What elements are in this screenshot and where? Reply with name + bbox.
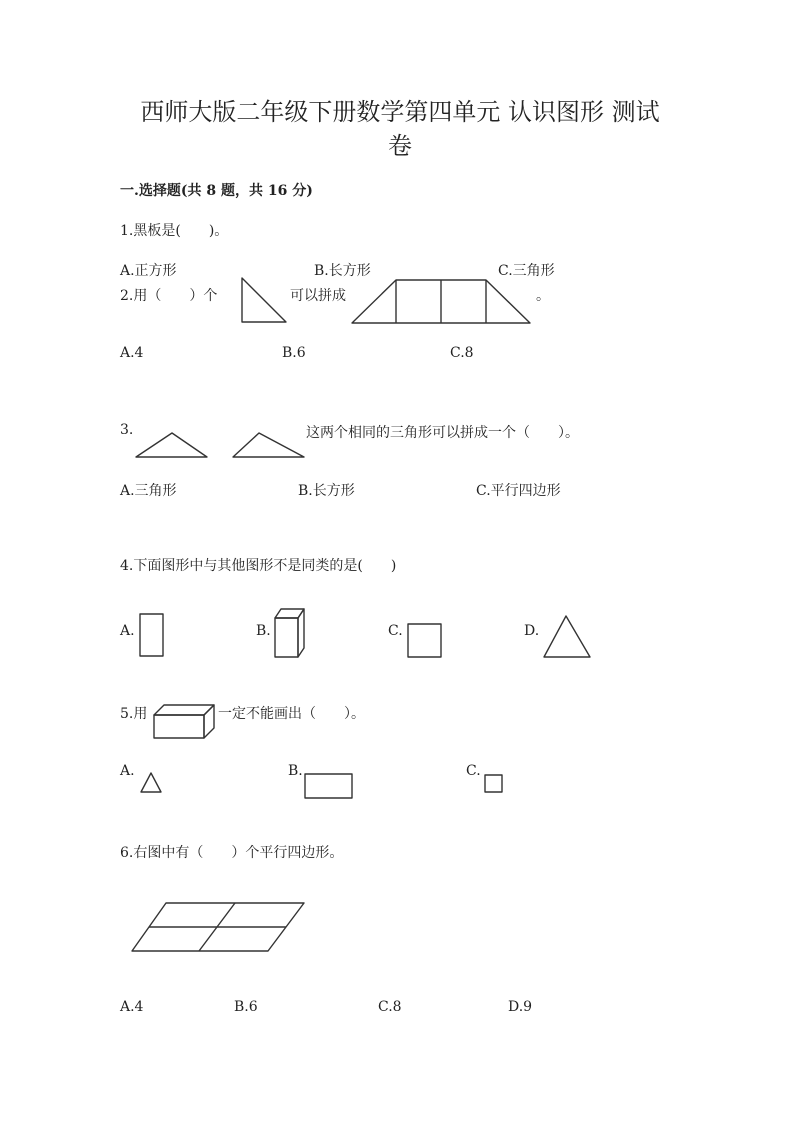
q3-option-a[interactable]: A.三角形 [120, 483, 177, 499]
q3-option-b[interactable]: B.长方形 [298, 483, 355, 499]
page-title-continued: 卷 [388, 132, 412, 160]
q5-option-b[interactable]: B. [288, 763, 303, 779]
question-4-text: 4.下面图形中与其他图形不是同类的是( ) [120, 558, 397, 574]
triangle-figure [542, 614, 594, 660]
q5-option-c[interactable]: C. [466, 763, 481, 779]
cuboid-box-figure [152, 702, 218, 740]
q2-option-a[interactable]: A.4 [120, 345, 144, 361]
small-rectangle-figure [303, 772, 355, 800]
question-5-text-end: 一定不能画出（ ）。 [218, 706, 365, 722]
rectangle-figure [138, 612, 166, 658]
small-square-figure [483, 773, 505, 795]
q5-option-a[interactable]: A. [120, 763, 135, 779]
obtuse-triangle-shape-2 [233, 433, 304, 457]
cuboid-side-face [298, 609, 304, 657]
question-2-text-start: 2.用（ ）个 [120, 288, 218, 304]
question-3-text: 这两个相同的三角形可以拼成一个（ ）。 [306, 425, 579, 441]
obtuse-triangle-figure-1 [134, 430, 210, 460]
q1-option-b[interactable]: B.长方形 [314, 263, 371, 279]
small-square-shape [485, 775, 502, 792]
small-triangle-shape [141, 773, 161, 792]
question-5-text-start: 5.用 [120, 706, 148, 722]
q2-option-c[interactable]: C.8 [450, 345, 474, 361]
triangle-shape [544, 616, 590, 657]
page-title: 西师大版二年级下册数学第四单元 认识图形 测试 [140, 98, 660, 126]
box-front-face [154, 715, 204, 738]
trapezoid-figure [350, 278, 534, 326]
q6-option-d[interactable]: D.9 [508, 999, 533, 1015]
q4-option-a[interactable]: A. [120, 623, 135, 639]
q4-option-c[interactable]: C. [388, 623, 403, 639]
square-figure [406, 622, 444, 660]
q1-option-a[interactable]: A.正方形 [120, 263, 177, 279]
right-triangle-shape [242, 278, 286, 322]
q6-option-a[interactable]: A.4 [120, 999, 144, 1015]
question-6-text: 6.右图中有（ ）个平行四边形。 [120, 845, 344, 861]
cuboid-front-face [275, 618, 298, 657]
q4-option-b[interactable]: B. [256, 623, 271, 639]
question-2-text-end: 。 [536, 288, 550, 304]
square-shape [408, 624, 441, 657]
small-rectangle-shape [305, 774, 352, 798]
parallelogram-grid-figure [130, 900, 308, 954]
q2-option-b[interactable]: B.6 [282, 345, 306, 361]
right-triangle-figure [238, 276, 290, 326]
q1-option-c[interactable]: C.三角形 [498, 263, 555, 279]
small-triangle-figure [139, 770, 165, 796]
question-2-text-middle: 可以拼成 [290, 288, 346, 304]
section-header: 一.选择题(共 8 题，共 16 分) [120, 183, 313, 199]
q4-option-d[interactable]: D. [524, 623, 540, 639]
question-3-number: 3. [120, 422, 134, 438]
obtuse-triangle-figure-2 [231, 430, 307, 460]
obtuse-triangle-shape-1 [136, 433, 207, 457]
cuboid-figure [272, 606, 308, 660]
q6-option-b[interactable]: B.6 [234, 999, 258, 1015]
question-1-text: 1.黑板是( )。 [120, 223, 229, 239]
q6-option-c[interactable]: C.8 [378, 999, 402, 1015]
tall-rectangle-shape [140, 614, 163, 656]
box-side-face [204, 705, 214, 738]
q3-option-c[interactable]: C.平行四边形 [476, 483, 561, 499]
